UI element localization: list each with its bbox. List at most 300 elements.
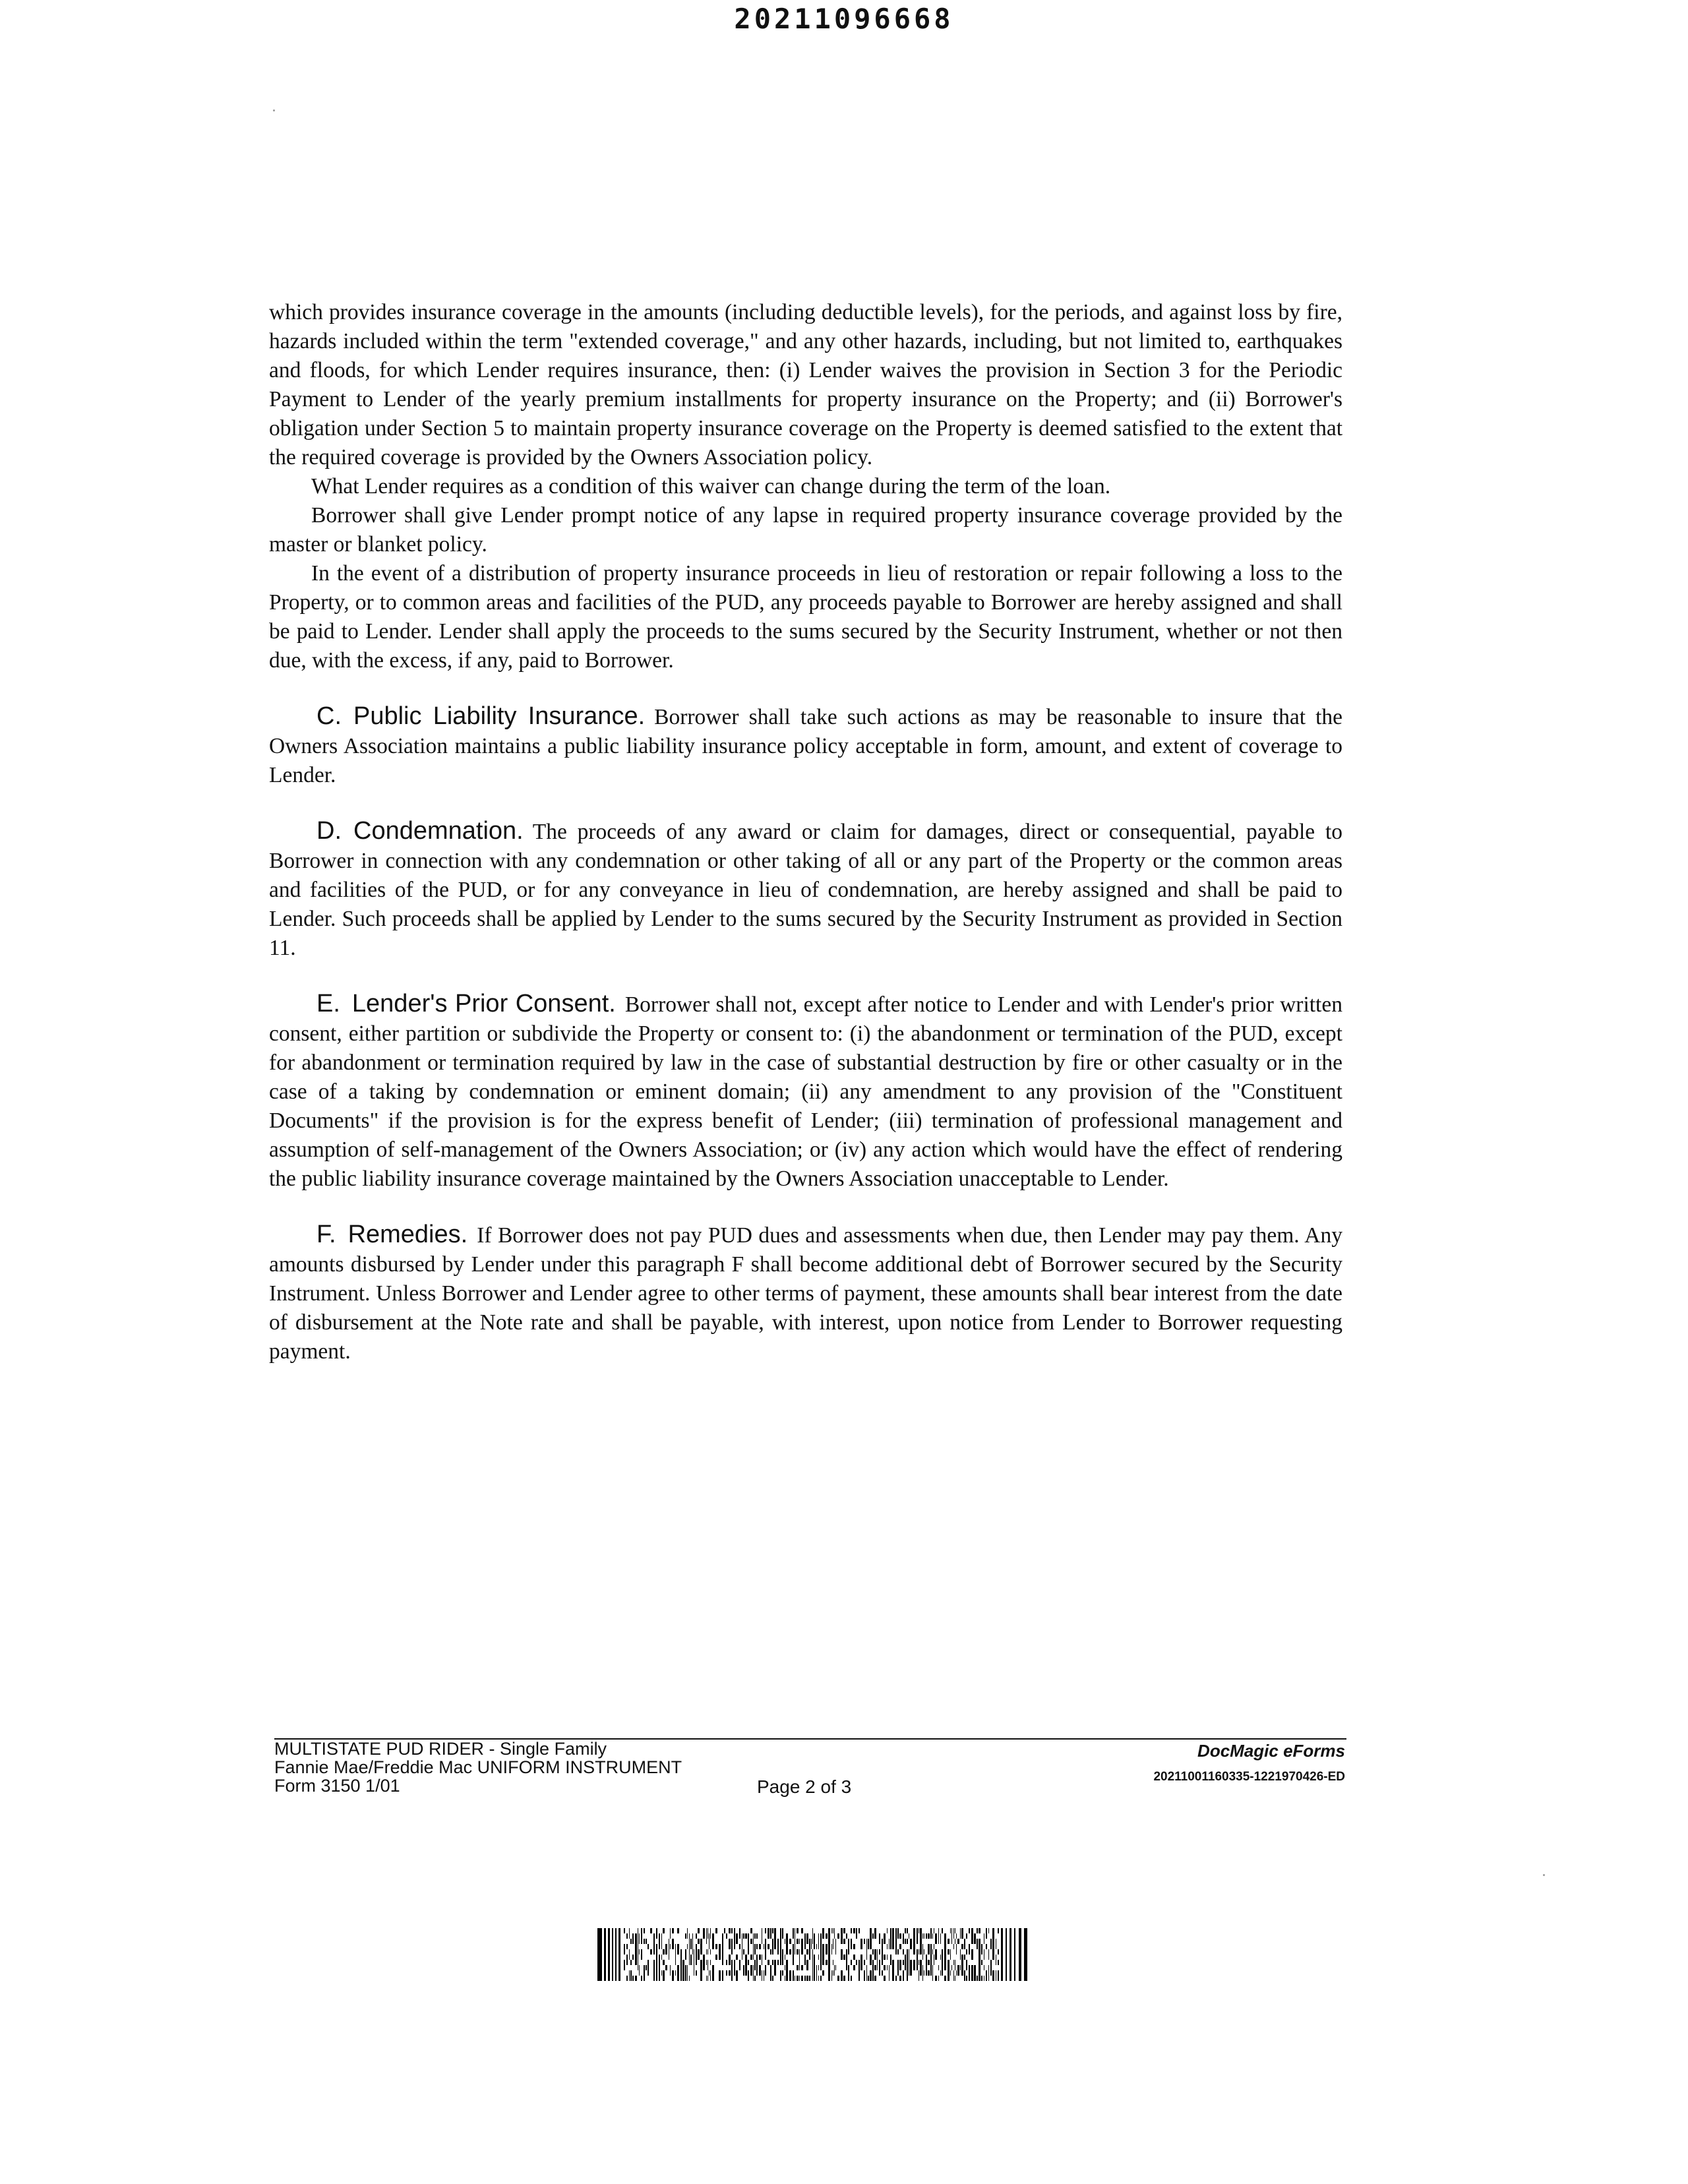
barcode-bar (677, 1949, 679, 1955)
barcode-bar (736, 1933, 738, 1939)
barcode-bar (748, 1970, 749, 1976)
barcode-bar (940, 1939, 941, 1944)
barcode-bar (944, 1960, 946, 1965)
barcode-bar (874, 1955, 876, 1960)
barcode-bar (629, 1976, 630, 1981)
section-public-liability (269, 702, 1342, 790)
barcode-bar (700, 1949, 702, 1955)
barcode-bar (624, 1928, 625, 1933)
barcode-bar (772, 1939, 773, 1944)
barcode-bar (986, 1928, 987, 1933)
barcode-bar (675, 1949, 676, 1955)
barcode-bar (780, 1960, 781, 1965)
barcode-bar (872, 1965, 874, 1970)
barcode-bar (754, 1933, 756, 1939)
barcode-bar (913, 1960, 915, 1965)
barcode-bar (974, 1939, 976, 1944)
barcode-bar (687, 1965, 688, 1970)
barcode-bar (974, 1965, 976, 1970)
barcode-bar (828, 1965, 830, 1970)
barcode-bar (926, 1933, 927, 1939)
section-heading: D. Condemnation. (316, 817, 524, 845)
barcode-bar (659, 1955, 660, 1960)
barcode-bar (672, 1928, 674, 1933)
barcode-bar (828, 1970, 830, 1976)
barcode-bar (1014, 1928, 1015, 1981)
barcode-bar (736, 1955, 738, 1960)
barcode-bar (656, 1955, 657, 1960)
barcode-bar (675, 1944, 676, 1949)
section-heading: C. Public Liability Insurance. (316, 702, 646, 730)
barcode-bar (635, 1949, 637, 1955)
barcode-bar (653, 1944, 655, 1949)
barcode-bar (907, 1949, 908, 1955)
barcode-bar (675, 1960, 676, 1965)
barcode-bar (624, 1960, 625, 1965)
barcode-bar (743, 1933, 744, 1939)
barcode-bar (722, 1933, 723, 1939)
barcode-bar (948, 1976, 950, 1981)
barcode-bar (811, 1939, 812, 1944)
barcode-bar (799, 1939, 800, 1944)
barcode-bar (644, 1965, 645, 1970)
barcode-bar (774, 1965, 776, 1970)
barcode-bar (639, 1933, 640, 1939)
barcode-bar (782, 1928, 783, 1933)
barcode-bar (910, 1965, 912, 1970)
barcode-bar (920, 1970, 922, 1976)
barcode-bar (756, 1970, 758, 1976)
barcode-bar (753, 1933, 754, 1939)
barcode-bar (998, 1928, 999, 1933)
barcode-bar (801, 1976, 803, 1981)
barcode-bar (816, 1970, 817, 1976)
barcode-bar (661, 1970, 662, 1976)
barcode-bar (703, 1933, 705, 1939)
barcode-bar (884, 1965, 886, 1970)
barcode-bar (1024, 1928, 1027, 1981)
barcode-bar (770, 1965, 771, 1970)
section-text: Borrower shall take such actions as may be reasonable to insure that the Owners Association maintains a public liability insurance policy acceptable in form, amount, and extent of coverage to Lender. (269, 705, 1343, 787)
barcode-bar (793, 1949, 794, 1955)
barcode-bar (816, 1944, 817, 1949)
barcode-bar (831, 1976, 832, 1981)
barcode-bar (935, 1955, 937, 1960)
barcode-bar (748, 1960, 749, 1965)
barcode-bar (659, 1976, 660, 1981)
barcode-bar (930, 1955, 932, 1960)
barcode-bar (656, 1928, 657, 1933)
barcode-bar (670, 1933, 671, 1939)
barcode-bar (944, 1944, 946, 1949)
barcode-bar (663, 1949, 665, 1955)
barcode-bar (799, 1949, 800, 1955)
barcode-bar (743, 1965, 744, 1970)
barcode-bar (734, 1960, 735, 1965)
barcode-bar (786, 1933, 788, 1939)
barcode-bar (789, 1949, 791, 1955)
barcode-bar (806, 1960, 808, 1965)
barcode-bar (768, 1944, 769, 1949)
barcode-bar (653, 1933, 655, 1939)
barcode-bar (872, 1960, 874, 1965)
barcode-bar (770, 1928, 771, 1933)
barcode-bar (650, 1949, 652, 1955)
barcode-bar (782, 1955, 783, 1960)
barcode-bar (726, 1970, 727, 1976)
barcode-bar (743, 1949, 744, 1955)
barcode-bar (853, 1965, 855, 1970)
barcode-bar (635, 1939, 637, 1944)
barcode-bar (604, 1928, 606, 1981)
barcode-bar (953, 1976, 954, 1981)
barcode-bar (770, 1970, 771, 1976)
barcode-bar (942, 1955, 943, 1960)
barcode-bar (653, 1976, 655, 1981)
barcode-bar (851, 1928, 852, 1933)
barcode-bar (703, 1960, 705, 1965)
barcode-bar (659, 1933, 660, 1939)
barcode-bar (992, 1970, 994, 1976)
barcode-bar (772, 1960, 773, 1965)
barcode-bar (780, 1976, 781, 1981)
barcode-bar (653, 1965, 655, 1970)
barcode-bar (782, 1960, 783, 1965)
barcode-bar (884, 1933, 886, 1939)
barcode-bar (870, 1928, 872, 1933)
barcode-bar (848, 1976, 849, 1981)
barcode-bar (629, 1933, 630, 1939)
barcode-bar (814, 1933, 815, 1939)
barcode-bar (745, 1960, 747, 1965)
barcode-bar (812, 1976, 813, 1981)
barcode-bar (942, 1970, 943, 1976)
barcode-bar (879, 1939, 880, 1944)
barcode-bar (756, 1960, 758, 1965)
barcode-bar (890, 1933, 891, 1939)
barcode-bar (944, 1939, 946, 1944)
barcode-bar (768, 1928, 769, 1933)
barcode-graphic (597, 1928, 1027, 1981)
barcode-bar (700, 1976, 702, 1981)
barcode-bar (922, 1933, 923, 1939)
barcode-bar (990, 1944, 992, 1949)
barcode-bar (743, 1970, 744, 1976)
barcode-bar (648, 1965, 649, 1970)
barcode-bar (895, 1928, 897, 1933)
barcode-bar (932, 1949, 933, 1955)
barcode-bar (687, 1970, 688, 1976)
barcode-bar (877, 1949, 878, 1955)
barcode-bar (837, 1976, 839, 1981)
barcode-bar (759, 1955, 761, 1960)
barcode-bar (789, 1970, 791, 1976)
barcode-bar (822, 1928, 824, 1933)
barcode-bar (998, 1960, 999, 1965)
barcode-bar (739, 1933, 740, 1939)
barcode-bar (856, 1933, 857, 1939)
barcode-bar (626, 1976, 628, 1981)
barcode-bar (689, 1949, 690, 1955)
barcode-bar (986, 1944, 987, 1949)
barcode-bar (689, 1939, 690, 1944)
barcode-bar (969, 1976, 970, 1981)
barcode-bar (765, 1970, 766, 1976)
barcode-bar (670, 1970, 671, 1976)
barcode-bar (729, 1939, 731, 1944)
barcode-bar (672, 1970, 674, 1976)
section-text: If Borrower does not pay PUD dues and assessments when due, then Lender may pay them. Any amounts disbursed by Lender under this paragraph F shall become additional debt of Borrower secured by the Security Instrument. Unless Borrower and Lender agree to other terms of payment, these amounts shall bear interest from the date of disbursement at the Note rate and shall be payable, with interest, upon notice from Lender to Borrower requesting payment. (269, 1223, 1342, 1364)
barcode-bar (772, 1949, 773, 1955)
barcode-bar (820, 1955, 822, 1960)
barcode-bar (890, 1939, 891, 1944)
barcode-bar (650, 1928, 652, 1933)
barcode-bar (722, 1944, 723, 1949)
barcode-bar (648, 1944, 649, 1949)
barcode-bar (696, 1933, 697, 1939)
barcode-bar (639, 1970, 640, 1976)
barcode-bar (903, 1949, 904, 1955)
barcode-bar (680, 1965, 682, 1970)
barcode-bar (879, 1933, 880, 1939)
barcode-bar (979, 1944, 980, 1949)
barcode-bar (977, 1976, 978, 1981)
barcode-bar (656, 1976, 657, 1981)
barcode-bar (780, 1955, 781, 1960)
barcode-bar (710, 1970, 711, 1976)
barcode-bar (818, 1955, 819, 1960)
barcode-bar (765, 1928, 766, 1933)
barcode-bar (992, 1949, 994, 1955)
barcode-bar (870, 1939, 872, 1944)
barcode-bar (846, 1965, 847, 1970)
barcode-bar (814, 1970, 815, 1976)
barcode-bar (820, 1933, 822, 1939)
barcode-bar (822, 1949, 824, 1955)
barcode-bar (828, 1960, 830, 1965)
barcode-bar (930, 1933, 932, 1939)
barcode-bar (635, 1933, 637, 1939)
barcode-bar (887, 1928, 888, 1933)
barcode-bar (780, 1933, 781, 1939)
barcode-bar (820, 1944, 822, 1949)
barcode-bar (826, 1949, 828, 1955)
barcode-bar (797, 1949, 799, 1955)
barcode-bar (700, 1970, 702, 1976)
barcode-bar (932, 1933, 933, 1939)
barcode-bar (870, 1960, 872, 1965)
barcode-bar (884, 1955, 886, 1960)
barcode-bar (661, 1955, 662, 1960)
barcode-bar (754, 1976, 756, 1981)
barcode-bar (719, 1976, 721, 1981)
barcode-bar (809, 1955, 810, 1960)
barcode-bar (700, 1965, 702, 1970)
barcode-bar (961, 1965, 963, 1970)
barcode-bar (722, 1939, 723, 1944)
barcode-bar (756, 1965, 758, 1970)
barcode-bar (848, 1944, 849, 1949)
barcode-bar (872, 1949, 874, 1955)
barcode-bar (632, 1976, 634, 1981)
barcode-bar (710, 1933, 711, 1939)
barcode-bar (887, 1965, 888, 1970)
barcode-bar (930, 1944, 932, 1949)
barcode-bar (812, 1928, 813, 1933)
barcode-bar (917, 1949, 918, 1955)
barcode-bar (789, 1976, 791, 1981)
barcode-bar (828, 1939, 830, 1944)
barcode-bar (930, 1949, 932, 1955)
barcode-bar (806, 1976, 808, 1981)
barcode-bar (712, 1970, 714, 1976)
barcode-bar (639, 1939, 640, 1944)
barcode-bar (899, 1933, 901, 1939)
footer-form-title: MULTISTATE PUD RIDER - Single Family (274, 1739, 607, 1759)
barcode-bar (722, 1960, 723, 1965)
barcode-bar (675, 1970, 676, 1976)
barcode-bar (892, 1944, 894, 1949)
barcode-bar (892, 1976, 894, 1981)
barcode-bar (715, 1955, 717, 1960)
barcode-bar (685, 1970, 686, 1976)
barcode-bar (639, 1965, 640, 1970)
barcode-bar (659, 1944, 660, 1949)
barcode-bar (938, 1928, 939, 1933)
barcode-bar (731, 1960, 733, 1965)
barcode-bar (722, 1970, 723, 1976)
barcode-bar (846, 1955, 847, 1960)
barcode-bar (724, 1928, 725, 1933)
barcode-bar (882, 1960, 883, 1965)
barcode-bar (797, 1939, 799, 1944)
barcode-bar (935, 1933, 937, 1939)
barcode-bar (782, 1970, 783, 1976)
section-heading: F. Remedies. (316, 1221, 468, 1248)
barcode-bar (661, 1933, 662, 1939)
barcode-bar (745, 1955, 747, 1960)
barcode-bar (882, 1944, 883, 1949)
barcode-bar (700, 1960, 702, 1965)
barcode-bar (820, 1960, 822, 1965)
barcode-bar (748, 1949, 749, 1955)
barcode-bar (977, 1928, 978, 1933)
barcode-bar (675, 1955, 676, 1960)
barcode-bar (689, 1933, 690, 1939)
barcode-bar (843, 1939, 845, 1944)
barcode-bar (665, 1944, 667, 1949)
barcode-bar (835, 1944, 836, 1949)
barcode-bar (990, 1960, 992, 1965)
barcode-bar (841, 1970, 843, 1976)
barcode-bar (961, 1944, 963, 1949)
barcode-bar (698, 1955, 700, 1960)
barcode-bar (801, 1949, 803, 1955)
barcode-bar (641, 1928, 642, 1933)
barcode-bar (812, 1939, 813, 1944)
barcode-bar (786, 1949, 788, 1955)
barcode-bar (981, 1944, 982, 1949)
barcode-bar (892, 1970, 894, 1976)
barcode-bar (635, 1955, 637, 1960)
barcode-bar (922, 1944, 923, 1949)
page-number: Page 2 of 3 (757, 1776, 852, 1797)
barcode-bar (882, 1970, 883, 1976)
barcode-bar (806, 1949, 808, 1955)
barcode-bar (835, 1939, 836, 1944)
barcode-bar (938, 1933, 939, 1939)
barcode-bar (706, 1960, 707, 1965)
barcode-bar (736, 1976, 738, 1981)
barcode-bar (930, 1965, 932, 1970)
barcode-bar (851, 1960, 852, 1965)
barcode-bar (753, 1955, 754, 1960)
barcode-bar (907, 1955, 908, 1960)
barcode-bar (635, 1976, 637, 1981)
barcode-bar (956, 1949, 957, 1955)
barcode-bar (745, 1933, 747, 1939)
barcode-bar (948, 1960, 950, 1965)
barcode-bar (859, 1976, 860, 1981)
barcode-bar (988, 1928, 989, 1933)
barcode-bar (866, 1944, 867, 1949)
barcode-bar (804, 1976, 806, 1981)
barcode-bar (951, 1928, 952, 1933)
barcode-bar (935, 1976, 937, 1981)
barcode-bar (731, 1939, 733, 1944)
barcode-bar (907, 1965, 908, 1970)
barcode-bar (729, 1944, 731, 1949)
barcode-bar (948, 1949, 950, 1955)
barcode-bar (828, 1955, 830, 1960)
barcode-bar (897, 1928, 899, 1933)
barcode-bar (940, 1933, 941, 1939)
barcode-bar (953, 1928, 954, 1933)
barcode-bar (656, 1944, 657, 1949)
barcode-bar (754, 1949, 756, 1955)
barcode-bar (731, 1965, 733, 1970)
barcode-bar (690, 1939, 692, 1944)
barcode-bar (822, 1955, 824, 1960)
barcode-bar (629, 1949, 630, 1955)
barcode-bar (905, 1960, 906, 1965)
barcode-bar (644, 1928, 645, 1933)
barcode-bar (907, 1960, 908, 1965)
barcode-bar (903, 1970, 904, 1976)
barcode-bar (979, 1965, 980, 1970)
barcode-bar (799, 1965, 800, 1970)
barcode-bar (903, 1976, 904, 1981)
barcode-bar (944, 1955, 946, 1960)
barcode-bar (712, 1939, 714, 1944)
barcode-bar (687, 1933, 688, 1939)
barcode-bar (661, 1939, 662, 1944)
barcode-bar (928, 1949, 930, 1955)
barcode-bar (917, 1960, 918, 1965)
barcode-bar (809, 1976, 810, 1981)
barcode-bar (822, 1933, 824, 1939)
barcode-bar (843, 1976, 845, 1981)
barcode-bar (979, 1939, 980, 1944)
barcode-bar (608, 1928, 610, 1981)
barcode-bar (961, 1933, 963, 1939)
barcode-bar (698, 1949, 700, 1955)
barcode-bar (953, 1933, 954, 1939)
barcode-bar (979, 1976, 980, 1981)
barcode-bar (739, 1928, 740, 1933)
barcode-bar (612, 1928, 613, 1981)
barcode-bar (860, 1960, 862, 1965)
